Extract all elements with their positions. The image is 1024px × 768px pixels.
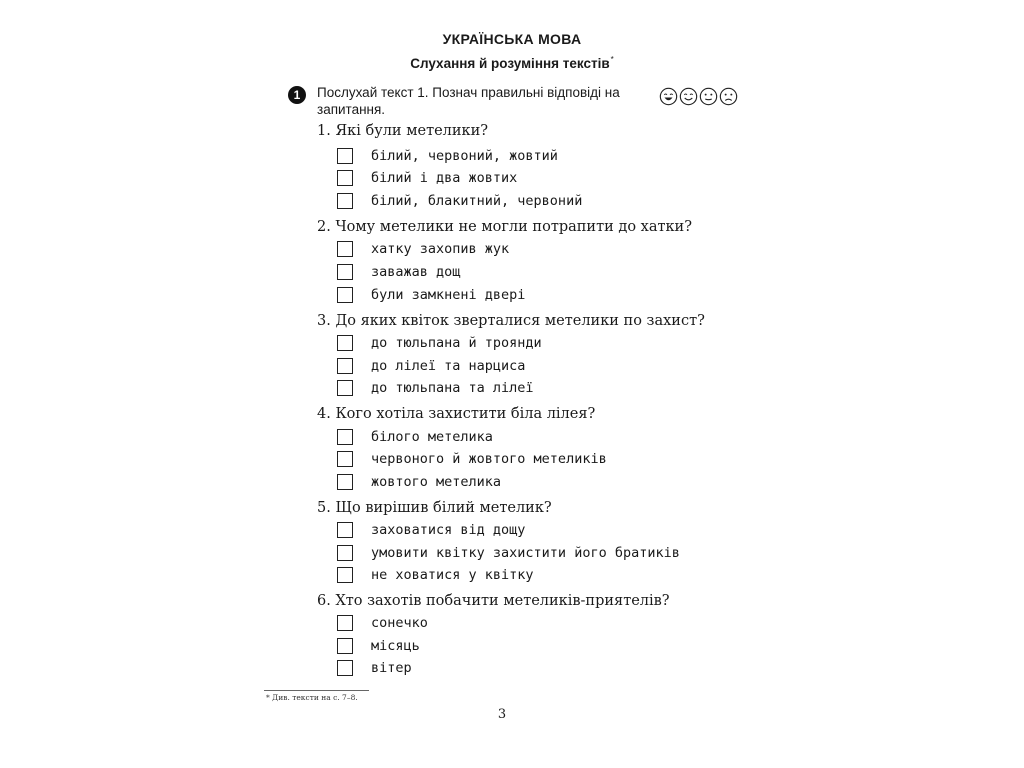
answer-checkbox[interactable] xyxy=(337,264,353,280)
happy-face-icon[interactable] xyxy=(679,87,698,107)
task-number-badge: 1 xyxy=(288,86,306,104)
answer-option xyxy=(337,192,582,210)
answer-checkbox[interactable] xyxy=(337,358,353,374)
answer-option xyxy=(337,263,460,281)
answer-option xyxy=(337,614,428,632)
answer-label: жовтого метелика xyxy=(371,474,502,490)
answer-label: місяць xyxy=(371,638,420,654)
answer-option xyxy=(337,450,607,468)
question-2: 2. Чому метелики не могли потрапити до хатки? xyxy=(317,219,692,235)
answer-label: до лілеї та нарциса xyxy=(371,358,526,374)
answer-label: сонечко xyxy=(371,615,428,631)
answer-option xyxy=(337,428,493,446)
answer-option xyxy=(337,169,517,187)
answer-checkbox[interactable] xyxy=(337,380,353,396)
answer-option xyxy=(337,544,680,562)
answer-checkbox[interactable] xyxy=(337,615,353,631)
answer-label: не ховатися у квітку xyxy=(371,567,534,583)
section-title xyxy=(256,55,768,71)
answer-option xyxy=(337,357,525,375)
answer-label: були замкнені двері xyxy=(371,287,526,303)
answer-checkbox[interactable] xyxy=(337,193,353,209)
answer-option xyxy=(337,473,501,491)
question-1: 1. Які були метелики? xyxy=(317,123,489,139)
answer-label: білий і два жовтих xyxy=(371,170,518,186)
answer-checkbox[interactable] xyxy=(337,545,353,561)
answer-checkbox[interactable] xyxy=(337,429,353,445)
answer-checkbox[interactable] xyxy=(337,660,353,676)
answer-checkbox[interactable] xyxy=(337,522,353,538)
answer-label: хатку захопив жук xyxy=(371,241,510,257)
answer-checkbox[interactable] xyxy=(337,148,353,164)
section-footnote-marker: * xyxy=(610,55,614,64)
page-number: 3 xyxy=(497,707,507,722)
very-happy-face-icon[interactable] xyxy=(659,87,678,107)
subject-title: УКРАЇНСЬКА МОВА xyxy=(442,31,582,47)
footnote-divider xyxy=(264,690,369,691)
answer-checkbox[interactable] xyxy=(337,287,353,303)
answer-option xyxy=(337,147,558,165)
answer-option xyxy=(337,659,412,677)
answer-checkbox[interactable] xyxy=(337,335,353,351)
answer-label: заховатися від дощу xyxy=(371,522,526,538)
answer-checkbox[interactable] xyxy=(337,567,353,583)
footnote: * Див. тексти на с. 7–8. xyxy=(266,693,358,702)
answer-option xyxy=(337,521,525,539)
section-title-text: Слухання й розуміння текстів xyxy=(410,56,610,71)
answer-label: білий, червоний, жовтий xyxy=(371,148,558,164)
answer-label: умовити квітку захистити його братиків xyxy=(371,545,680,561)
answer-label: заважав дощ xyxy=(371,264,461,280)
question-5: 5. Що вирішив білий метелик? xyxy=(317,500,552,516)
answer-checkbox[interactable] xyxy=(337,638,353,654)
answer-option xyxy=(337,334,542,352)
answer-option xyxy=(337,286,525,304)
answer-checkbox[interactable] xyxy=(337,474,353,490)
answer-checkbox[interactable] xyxy=(337,170,353,186)
answer-label: вітер xyxy=(371,660,412,676)
answer-label: до тюльпана й троянди xyxy=(371,335,542,351)
question-6: 6. Хто захотів побачити метеликів-приятелів? xyxy=(317,593,670,609)
neutral-face-icon[interactable] xyxy=(699,87,718,107)
worksheet-page xyxy=(256,0,768,768)
answer-label: білого метелика xyxy=(371,429,493,445)
answer-option xyxy=(337,379,534,397)
answer-checkbox[interactable] xyxy=(337,241,353,257)
answer-option xyxy=(337,566,534,584)
question-3: 3. До яких квіток зверталися метелики по захист? xyxy=(317,313,705,329)
sad-face-icon[interactable] xyxy=(719,87,738,107)
answer-label: до тюльпана та лілеї xyxy=(371,380,534,396)
answer-label: білий, блакитний, червоний xyxy=(371,193,583,209)
question-4: 4. Кого хотіла захистити біла лілея? xyxy=(317,406,596,422)
answer-option xyxy=(337,637,420,655)
self-assessment-faces xyxy=(659,87,738,107)
answer-option xyxy=(337,240,509,258)
answer-label: червоного й жовтого метеликів xyxy=(371,451,607,467)
task-instruction: Послухай текст 1. Познач правильні відповіді на запитання. xyxy=(317,85,620,117)
answer-checkbox[interactable] xyxy=(337,451,353,467)
